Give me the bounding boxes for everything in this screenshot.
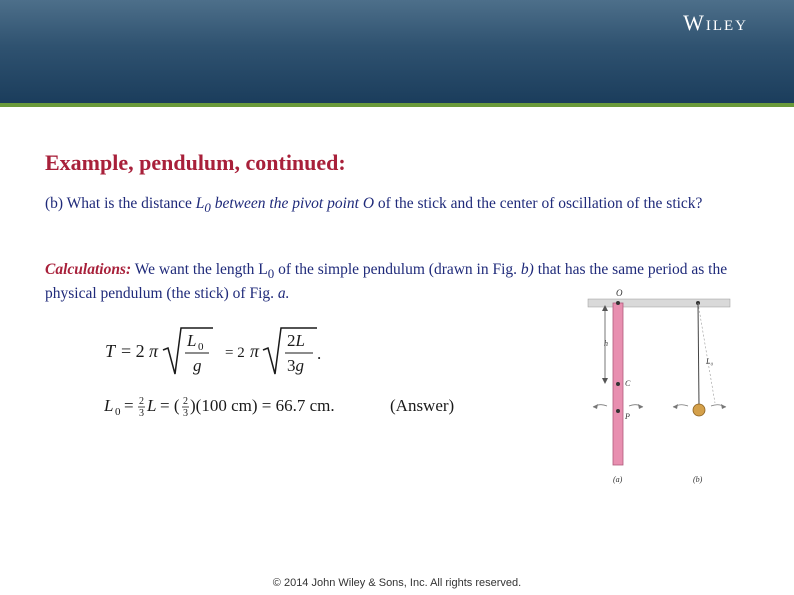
pendulum-figure bbox=[585, 285, 745, 490]
svg-text:0: 0 bbox=[115, 406, 121, 418]
svg-text:T: T bbox=[105, 341, 116, 361]
copyright-footer: © 2014 John Wiley & Sons, Inc. All rights reserved. bbox=[272, 577, 522, 589]
point-p bbox=[616, 409, 620, 413]
calc-sub: 0 bbox=[267, 266, 275, 282]
svg-text:)(100 cm) = 66.7 cm.: )(100 cm) = 66.7 cm. bbox=[190, 396, 335, 415]
svg-text:3: 3 bbox=[183, 408, 188, 419]
wiley-logo: Wiley bbox=[683, 10, 748, 35]
svg-text:3g: 3g bbox=[287, 356, 304, 375]
label-h: h bbox=[604, 339, 608, 348]
question-o-symbol: O bbox=[362, 195, 375, 212]
pendulum-string bbox=[698, 303, 699, 406]
calc-text2: of the simple pendulum (drawn in Fig. bbox=[274, 261, 521, 278]
center-point-c bbox=[616, 382, 620, 386]
header-bar bbox=[0, 0, 794, 103]
svg-text:(Answer): (Answer) bbox=[390, 396, 455, 415]
svg-text:g: g bbox=[193, 356, 202, 375]
question-l0-symbol: $L_0$ bbox=[195, 195, 211, 216]
svg-text:= 2: = 2 bbox=[121, 341, 145, 361]
length-equation bbox=[104, 392, 484, 422]
question-part1: (b) What is the distance bbox=[45, 195, 196, 212]
svg-text:=: = bbox=[124, 396, 134, 415]
svg-text:3: 3 bbox=[139, 408, 144, 419]
svg-text:= 2: = 2 bbox=[225, 345, 245, 361]
svg-text:2: 2 bbox=[139, 396, 144, 407]
question-part2: between the pivot point bbox=[210, 195, 363, 212]
question-part3: of the stick and the center of oscillation of the stick? bbox=[374, 195, 703, 212]
svg-text:2: 2 bbox=[183, 396, 188, 407]
svg-text:π: π bbox=[250, 341, 260, 361]
period-equation bbox=[105, 322, 345, 382]
label-c: C bbox=[625, 379, 631, 388]
ceiling-support bbox=[588, 299, 730, 307]
label-l0: L₀ bbox=[706, 357, 714, 366]
svg-text:π: π bbox=[149, 341, 159, 361]
svg-text:L: L bbox=[147, 396, 157, 415]
calculations-lead: Calculations: bbox=[45, 261, 132, 278]
svg-text:2L: 2L bbox=[287, 331, 305, 350]
label-p: P bbox=[625, 412, 630, 421]
label-o: O bbox=[616, 288, 623, 298]
svg-text:L: L bbox=[187, 331, 197, 350]
pivot-point-o bbox=[616, 301, 620, 305]
calc-fig-a: a. bbox=[277, 285, 290, 303]
svg-text:0: 0 bbox=[198, 341, 204, 353]
caption-a: (a) bbox=[613, 475, 623, 484]
calc-fig-b: b) bbox=[520, 261, 534, 278]
caption-b: (b) bbox=[693, 475, 703, 484]
calc-text1: We want the length L bbox=[131, 261, 268, 278]
slide-title: Example, pendulum, continued: bbox=[45, 150, 346, 175]
svg-text:= (: = ( bbox=[160, 396, 180, 415]
pendulum-bob bbox=[693, 404, 705, 416]
header-accent-line bbox=[0, 103, 794, 107]
svg-text:L: L bbox=[104, 396, 114, 415]
question-text bbox=[45, 194, 745, 218]
svg-text:.: . bbox=[317, 344, 322, 363]
calc-text3: that has the same period as the physical pendulum (the stick) of Fig. bbox=[45, 261, 728, 303]
